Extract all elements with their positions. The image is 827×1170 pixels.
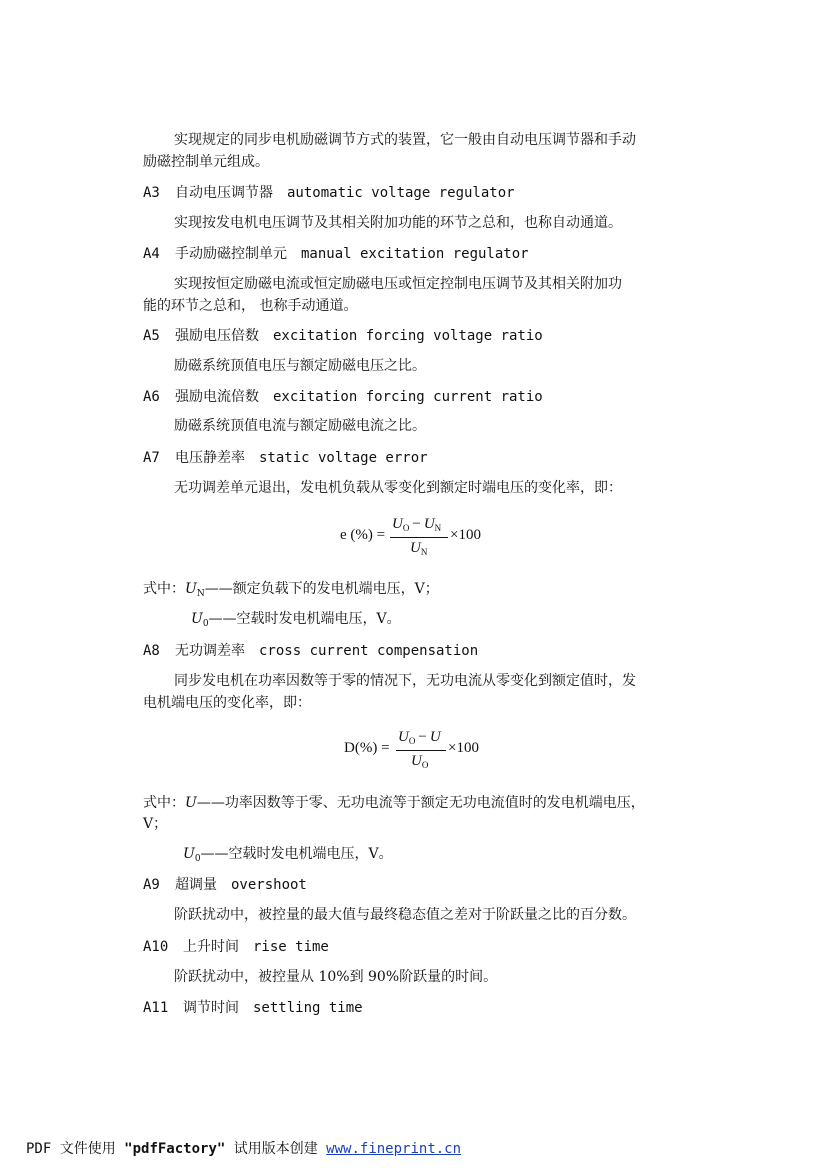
term-en: cross current compensation: [259, 643, 479, 659]
term-number: A9: [143, 877, 160, 893]
term-zh: 手动励磁控制单元: [175, 246, 287, 262]
term-zh: 强励电流倍数: [175, 389, 259, 405]
term-a10-definition: 阶跃扰动中，被控量从 10%到 90%阶跃量的时间。: [174, 969, 498, 985]
term-number: A7: [143, 450, 160, 466]
term-zh: 超调量: [175, 877, 217, 893]
term-a3-definition: 实现按发电机电压调节及其相关附加功能的环节之总和，也称自动通道。: [174, 215, 622, 231]
formula-operator: −: [412, 516, 421, 532]
intro-line-1: 实现规定的同步电机励磁调节方式的装置，它一般由自动电压调节器和手动: [174, 132, 636, 148]
formula-operator: −: [418, 729, 427, 745]
term-number: A3: [143, 185, 160, 201]
formula-lhs: D(%) =: [344, 740, 390, 756]
formula-symbol: U: [410, 540, 421, 556]
formula-a8-where-1-cont: V；: [143, 816, 168, 832]
term-a4-definition-line-2: 能的环节之总和， 也称手动通道。: [143, 298, 358, 314]
term-en: excitation forcing voltage ratio: [273, 328, 543, 344]
term-a11-heading: [143, 997, 363, 1019]
formula-symbol: U: [392, 516, 403, 532]
fraction-bar: [390, 537, 448, 538]
formula-subscript: N: [420, 547, 428, 557]
term-zh: 电压静差率: [175, 450, 245, 466]
term-zh: 无功调差率: [175, 643, 245, 659]
formula-a8-where-1: [143, 792, 645, 814]
term-a5-definition: 励磁系统顶值电压与额定励磁电压之比。: [174, 358, 426, 374]
term-en: rise time: [253, 939, 329, 955]
formula-multiplier: ×100: [450, 527, 481, 543]
where-prefix: 式中：: [143, 795, 185, 811]
formula-symbol: U: [411, 753, 422, 769]
formula-numerator: [398, 729, 441, 746]
term-en: automatic voltage regulator: [287, 185, 515, 201]
where-symbol: U: [185, 795, 197, 811]
where-symbol: U: [183, 846, 195, 862]
term-a7-heading: [143, 447, 428, 469]
footer-link[interactable]: www.fineprint.cn: [326, 1141, 462, 1157]
term-a6-definition: 励磁系统顶值电流与额定励磁电流之比。: [174, 418, 426, 434]
formula-lhs: e (%) =: [340, 527, 386, 543]
term-zh: 上升时间: [183, 939, 239, 955]
term-en: manual excitation regulator: [301, 246, 529, 262]
term-a8-definition-line-2: 电机端电压的变化率，即：: [143, 695, 311, 711]
term-a4-heading: [143, 243, 529, 265]
footer-middle: 试用版本创建: [225, 1141, 327, 1157]
term-a3-heading: [143, 182, 515, 204]
where-text: ——空载时发电机端电压，V。: [208, 611, 401, 627]
term-a9-definition: 阶跃扰动中，被控量的最大值与最终稳态值之差对于阶跃量之比的百分数。: [174, 907, 636, 923]
term-number: A10: [143, 939, 169, 955]
term-a7-definition: 无功调差单元退出，发电机负载从零变化到额定时端电压的变化率，即：: [174, 480, 622, 496]
term-a8-definition-line-1: 同步发电机在功率因数等于零的情况下，无功电流从零变化到额定值时，发: [174, 673, 636, 689]
term-zh: 强励电压倍数: [175, 328, 259, 344]
term-en: overshoot: [231, 877, 307, 893]
where-subscript: 0: [202, 619, 209, 629]
intro-line-2: 励磁控制单元组成。: [143, 154, 269, 170]
where-subscript: 0: [194, 854, 201, 864]
term-a10-heading: [143, 936, 329, 958]
where-text: ——额定负载下的发电机端电压，V；: [204, 581, 439, 597]
term-zh: 自动电压调节器: [175, 185, 273, 201]
term-number: A6: [143, 389, 160, 405]
footer-prefix: PDF 文件使用: [26, 1141, 125, 1157]
formula-a7-where-2: [191, 608, 401, 635]
term-a5-heading: [143, 325, 543, 347]
formula-symbol: U: [423, 516, 435, 532]
where-text: ——空载时发电机端电压，V。: [200, 846, 393, 862]
where-subscript: N: [196, 589, 205, 599]
where-symbol: U: [191, 611, 203, 627]
formula-subscript: O: [408, 736, 416, 746]
term-a9-heading: [143, 874, 307, 896]
term-a8-heading: [143, 640, 478, 662]
term-en: static voltage error: [259, 450, 428, 466]
formula-denominator: [410, 540, 427, 557]
term-a4-definition-line-1: 实现按恒定励磁电流或恒定励磁电压或恒定控制电压调节及其相关附加功: [174, 276, 622, 292]
formula-multiplier: ×100: [448, 740, 479, 756]
term-number: A5: [143, 328, 160, 344]
formula-denominator: [411, 753, 428, 770]
formula-symbol: U: [429, 729, 441, 745]
footer-app-name: "pdfFactory": [124, 1141, 226, 1157]
formula-numerator: [392, 516, 441, 533]
term-a6-heading: [143, 386, 543, 408]
term-number: A4: [143, 246, 160, 262]
term-zh: 调节时间: [183, 1000, 239, 1016]
formula-subscript: O: [421, 760, 429, 770]
formula-a8-where-2: [183, 843, 393, 870]
where-symbol: U: [185, 581, 197, 597]
term-en: excitation forcing current ratio: [273, 389, 543, 405]
where-prefix: 式中：: [143, 581, 185, 597]
where-text: ——功率因数等于零、无功电流等于额定无功电流值时的发电机端电压，: [196, 795, 645, 811]
formula-symbol: U: [398, 729, 409, 745]
pdf-footer: [26, 1138, 461, 1158]
fraction-bar: [396, 750, 446, 751]
formula-a7-where-1: [143, 578, 439, 605]
term-number: A11: [143, 1000, 169, 1016]
term-number: A8: [143, 643, 160, 659]
term-en: settling time: [253, 1000, 363, 1016]
formula-subscript: O: [402, 523, 410, 533]
formula-subscript: N: [434, 523, 442, 533]
